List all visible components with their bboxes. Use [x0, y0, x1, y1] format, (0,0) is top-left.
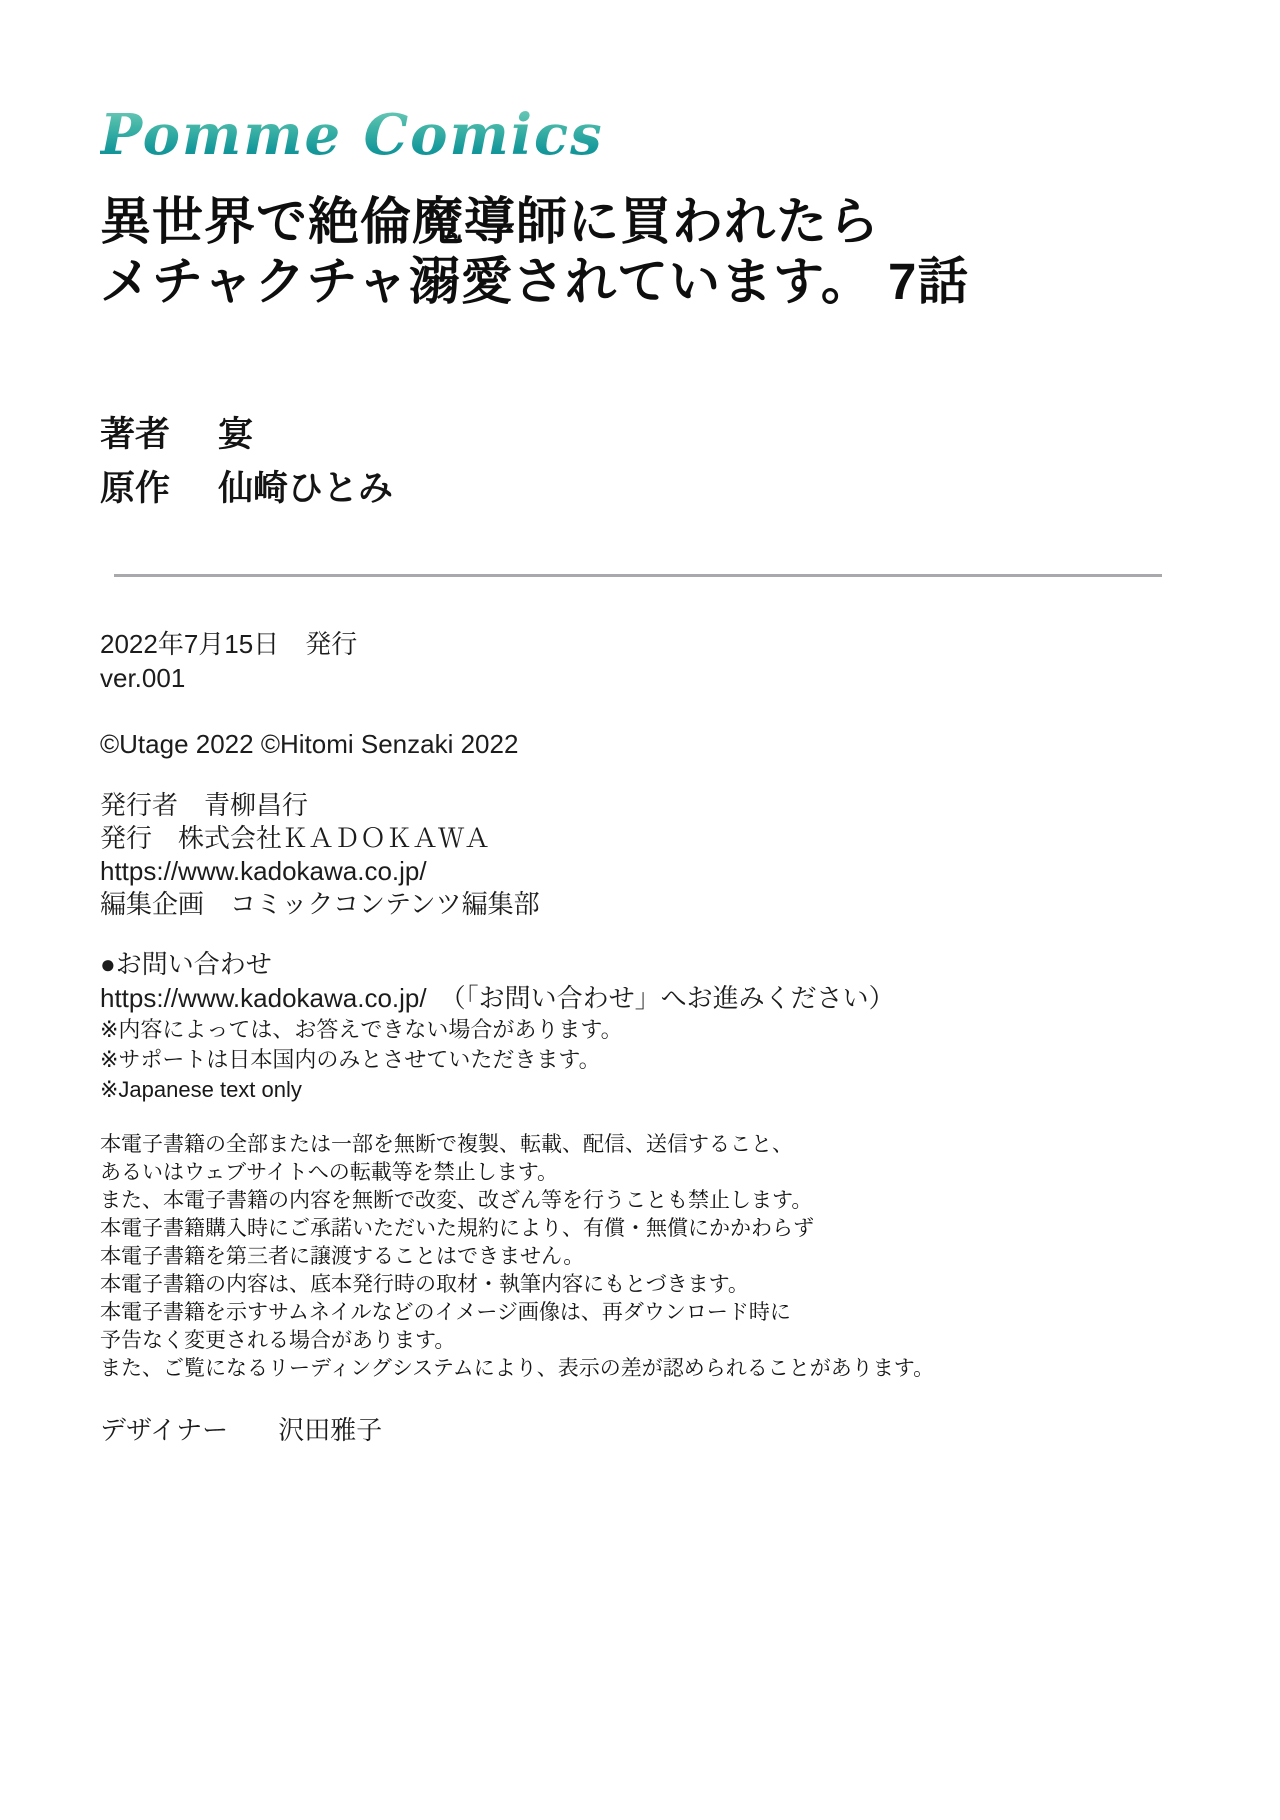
- legal-line: 本電子書籍を示すサムネイルなどのイメージ画像は、再ダウンロード時に: [100, 1301, 791, 1324]
- author-name: 宴: [218, 415, 254, 454]
- legal-line: 本電子書籍の内容は、底本発行時の取材・執筆内容にもとづきます。: [100, 1273, 749, 1296]
- legal-line: 本電子書籍の全部または一部を無断で複製、転載、配信、送信すること、: [100, 1133, 793, 1156]
- original-author-label: 原作: [100, 469, 171, 508]
- contact-note: ※サポートは日本国内のみとさせていただきます。: [100, 1047, 601, 1072]
- publisher-person: 発行者 青柳昌行: [100, 790, 309, 820]
- contact-note: ※内容によっては、お答えできない場合があります。: [100, 1017, 623, 1042]
- contact-url-line: https://www.kadokawa.co.jp/ （「お問い合わせ」へお進みください）: [100, 983, 895, 1013]
- publisher-company: 発行 株式会社ＫＡＤＯＫＡＷＡ: [100, 823, 491, 853]
- designer-label: デザイナー: [100, 1415, 229, 1445]
- copyright-line: ©Utage 2022 ©Hitomi Senzaki 2022: [100, 729, 519, 759]
- book-title: [100, 192, 1190, 312]
- publication-date-block: [100, 627, 1190, 695]
- author-label: 著者: [100, 415, 171, 454]
- legal-line: また、本電子書籍の内容を無断で改変、改ざん等を行うことも禁止します。: [100, 1189, 813, 1212]
- book-title-line2: メチャクチャ溺愛されています。 7話: [100, 253, 970, 310]
- publication-date: 2022年7月15日 発行: [100, 629, 358, 659]
- divider-rule: [114, 574, 1162, 577]
- legal-line: 予告なく変更される場合があります。: [100, 1329, 456, 1352]
- legal-line: また、ご覧になるリーディングシステムにより、表示の差が認められることがあります。: [100, 1357, 935, 1380]
- original-author-name: 仙崎ひとみ: [218, 469, 394, 508]
- original-author-row: [100, 462, 1190, 516]
- book-title-line1: 異世界で絶倫魔導師に買われたら: [100, 193, 881, 250]
- pomme-comics-logo-text: Pomme Comics: [100, 102, 604, 168]
- contact-notes: [100, 1015, 1190, 1105]
- legal-line: 本電子書籍購入時にご承諾いただいた規約により、有償・無償にかかわらず: [100, 1217, 814, 1240]
- designer-row: [100, 1413, 1190, 1447]
- credits-block: [100, 408, 1190, 516]
- contact-note: ※Japanese text only: [100, 1077, 302, 1102]
- legal-line: 本電子書籍を第三者に譲渡することはできません。: [100, 1245, 585, 1268]
- legal-notice-block: [100, 1131, 1190, 1383]
- designer-name: 沢田雅子: [278, 1415, 383, 1445]
- version-number: ver.001: [100, 663, 186, 693]
- publisher-block: [100, 789, 1190, 921]
- publisher-website-url: https://www.kadokawa.co.jp/: [100, 856, 427, 886]
- contact-heading: ●お問い合わせ: [100, 949, 272, 979]
- legal-line: あるいはウェブサイトへの転載等を禁止します。: [100, 1161, 559, 1184]
- pomme-comics-logo: [100, 100, 1190, 178]
- editorial-department: 編集企画 コミックコンテンツ編集部: [100, 889, 540, 919]
- author-row: [100, 408, 1190, 462]
